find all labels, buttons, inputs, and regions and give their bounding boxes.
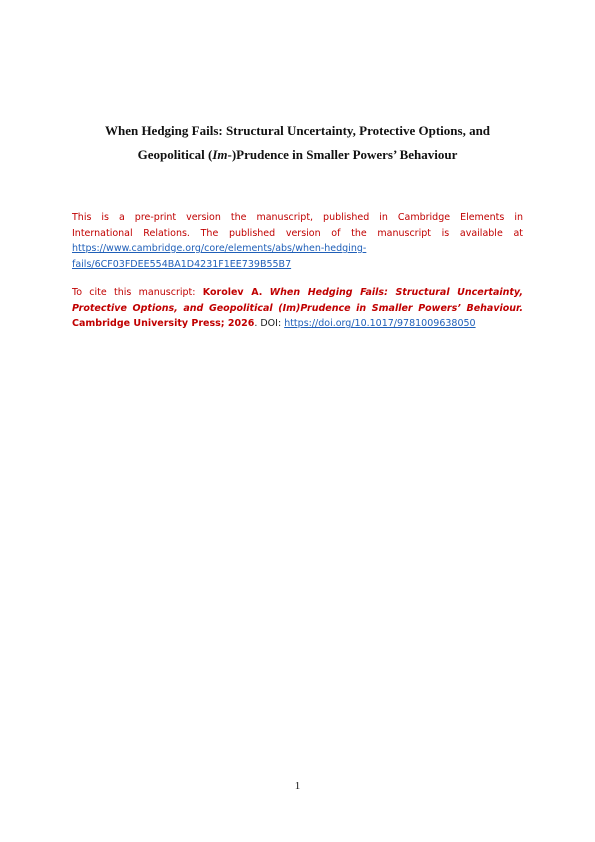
title-italic-im: Im <box>212 147 228 162</box>
published-version-link[interactable]: https://www.cambridge.org/core/elements/abs/when-hedging- <box>72 243 367 254</box>
citation-doi-label: . DOI: <box>254 318 285 329</box>
title-line-2-end: -)Prudence in Smaller Powers’ Behaviour <box>227 147 458 162</box>
document-title <box>60 119 535 167</box>
title-line-1: When Hedging Fails: Structural Uncertainty, Protective Options, and <box>104 123 491 138</box>
citation-title-part-2: Protective Options, and Geopolitical (Im)Prudence in Smaller Powers’ Behaviour. <box>72 302 523 314</box>
page-number: 1 <box>294 780 301 792</box>
title-line-2-start: Geopolitical ( <box>137 147 213 162</box>
citation-line-2 <box>72 301 523 317</box>
citation-author: Korolev A. <box>202 287 263 298</box>
doi-link[interactable]: https://doi.org/10.1017/9781009638050 <box>284 318 476 329</box>
title-line-2 <box>60 143 535 167</box>
citation-title-part-1: When Hedging Fails: Structural Uncertainty, <box>269 287 523 298</box>
preprint-notice <box>72 210 523 272</box>
citation-line-1 <box>72 285 523 301</box>
citation-prefix: To cite this manuscript: <box>72 287 203 298</box>
notice-link-line-1 <box>72 241 523 257</box>
notice-line-2: International Relations. The published version of the manuscript is available at <box>72 227 523 239</box>
citation-line-3 <box>72 316 523 332</box>
published-version-link-continued[interactable]: fails/6CF03FDEE554BA1D4231F1EE739B55B7 <box>72 258 292 270</box>
citation-publisher: Cambridge University Press; 2026 <box>72 318 255 329</box>
citation-block <box>72 285 523 332</box>
notice-link-line-2 <box>72 257 523 273</box>
notice-line-1: This is a pre-print version the manuscript, published in Cambridge Elements in <box>72 212 523 223</box>
